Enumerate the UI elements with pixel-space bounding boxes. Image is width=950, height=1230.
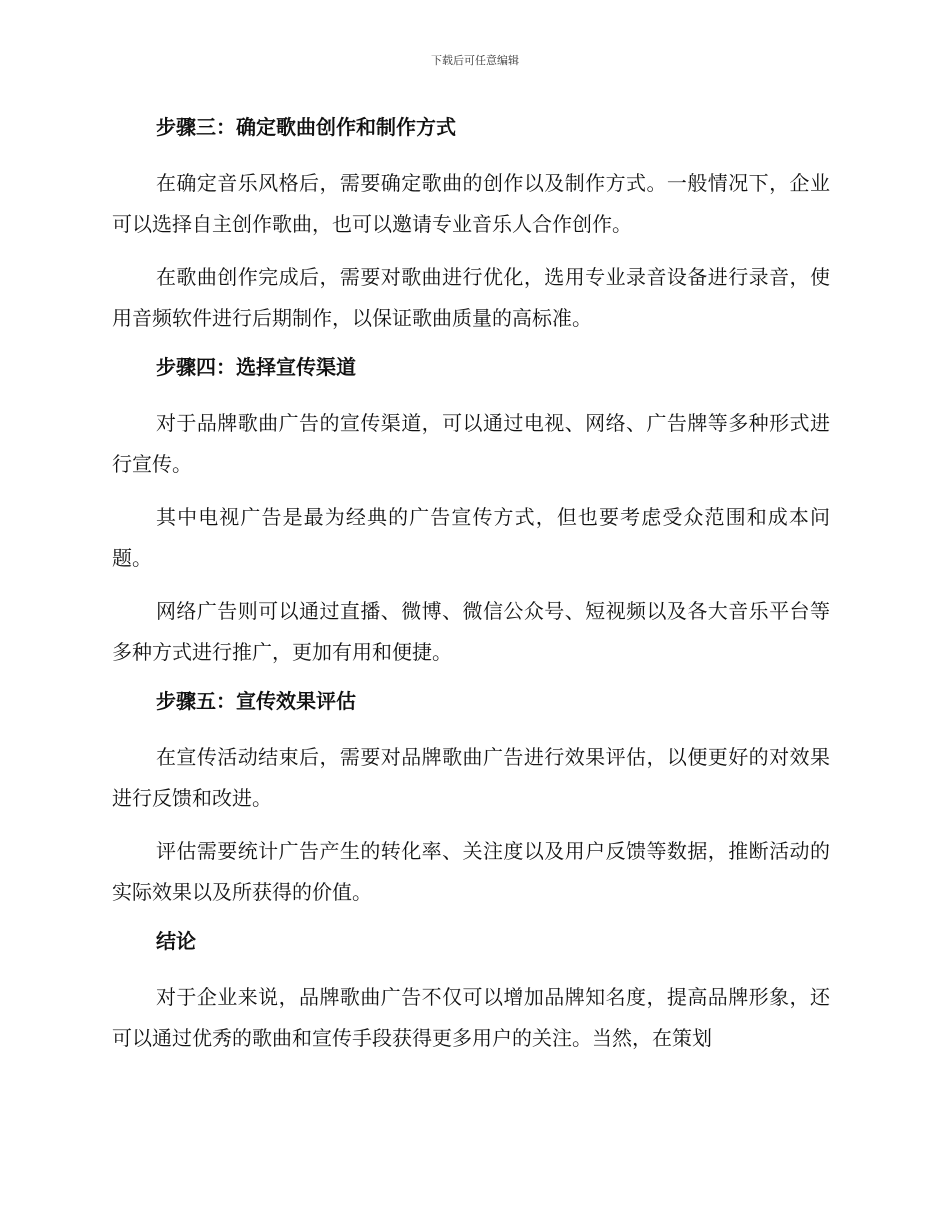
section-heading-step-four: 步骤四：选择宣传渠道: [156, 355, 356, 379]
paragraph: 其中电视广告是最为经典的广告宣传方式，但也要考虑受众范围和成本问题。: [112, 505, 830, 570]
paragraph: 在确定音乐风格后，需要确定歌曲的创作以及制作方式。一般情况下，企业可以选择自主创作歌曲，也可以邀请专业音乐人合作创作。: [112, 171, 830, 236]
section-heading-step-three: 步骤三：确定歌曲创作和制作方式: [156, 115, 456, 139]
paragraph: 评估需要统计广告产生的转化率、关注度以及用户反馈等数据，推断活动的实际效果以及所获得的价值。: [112, 839, 830, 904]
section-heading-conclusion: 结论: [156, 929, 196, 953]
paragraph: 在宣传活动结束后，需要对品牌歌曲广告进行效果评估，以便更好的对效果进行反馈和改进。: [112, 745, 830, 810]
paragraph: 网络广告则可以通过直播、微博、微信公众号、短视频以及各大音乐平台等多种方式进行推广，更加有用和便捷。: [112, 599, 830, 664]
paragraph: 在歌曲创作完成后，需要对歌曲进行优化，选用专业录音设备进行录音，使用音频软件进行后期制作，以保证歌曲质量的高标准。: [112, 265, 830, 330]
section-heading-step-five: 步骤五：宣传效果评估: [156, 689, 356, 713]
paragraph: 对于企业来说，品牌歌曲广告不仅可以增加品牌知名度，提高品牌形象，还可以通过优秀的歌曲和宣传手段获得更多用户的关注。当然，在策划: [112, 985, 830, 1050]
document-body: [112, 111, 830, 1071]
paragraph: 对于品牌歌曲广告的宣传渠道，可以通过电视、网络、广告牌等多种形式进行宣传。: [112, 411, 830, 476]
page-header: 下载后可任意编辑: [431, 54, 519, 67]
